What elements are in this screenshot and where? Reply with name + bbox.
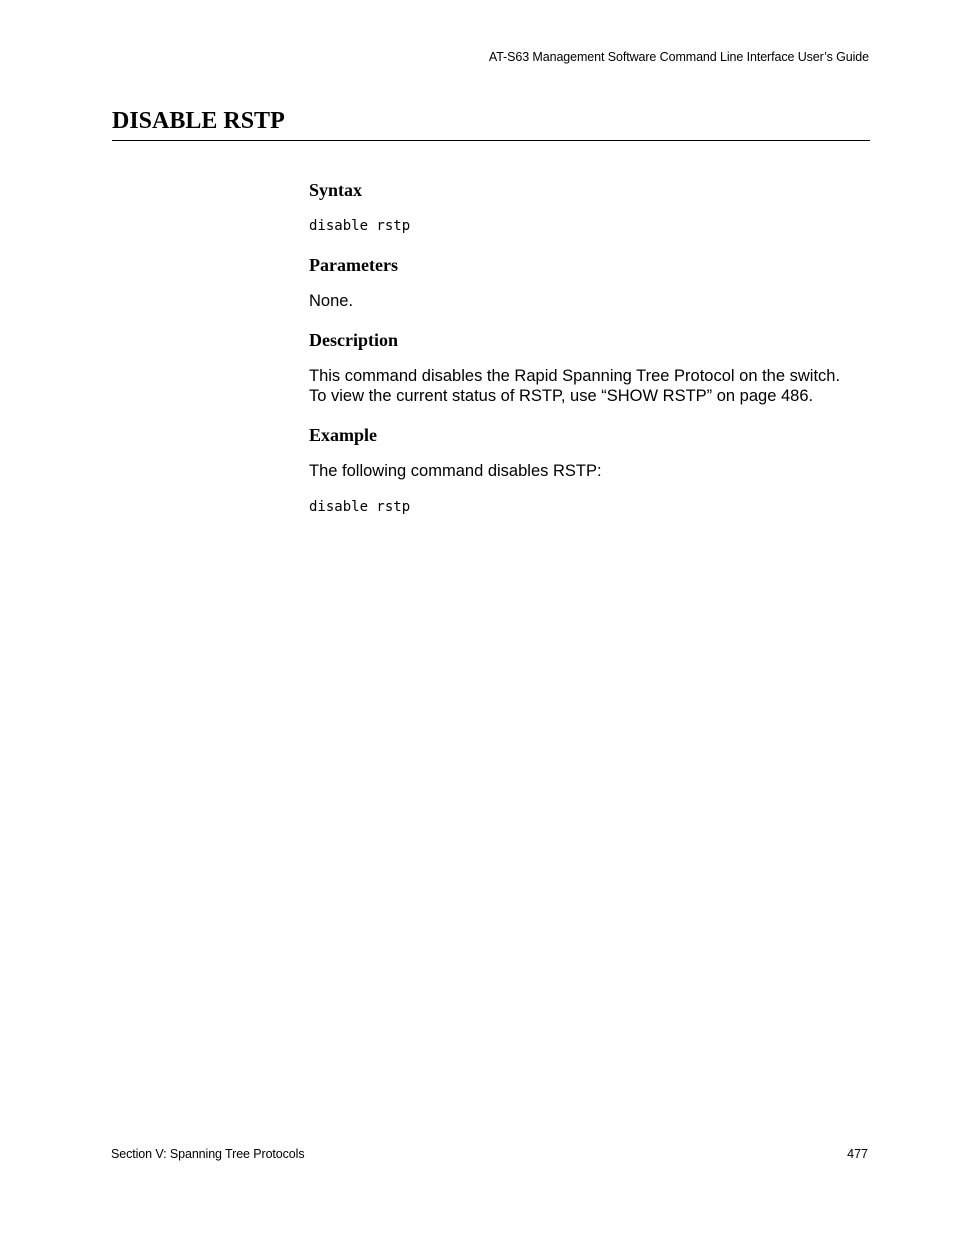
description-line-1: This command disables the Rapid Spanning Tree Protocol on the switch. xyxy=(309,367,841,385)
page-title: DISABLE RSTP xyxy=(112,108,285,134)
title-rule xyxy=(112,140,870,141)
syntax-code: disable rstp xyxy=(309,218,411,234)
parameters-heading: Parameters xyxy=(309,255,398,275)
footer-page-number: 477 xyxy=(847,1147,868,1161)
description-heading: Description xyxy=(309,330,398,350)
command-content xyxy=(309,178,869,517)
footer-section-label: Section V: Spanning Tree Protocols xyxy=(111,1147,305,1161)
example-code: disable rstp xyxy=(309,499,411,515)
running-header: AT-S63 Management Software Command Line Interface User’s Guide xyxy=(488,50,869,64)
example-heading: Example xyxy=(309,425,378,445)
syntax-heading: Syntax xyxy=(309,180,363,200)
description-line-2: To view the current status of RSTP, use “SHOW RSTP” on page 486. xyxy=(309,387,814,405)
parameters-text: None. xyxy=(309,292,354,310)
example-text: The following command disables RSTP: xyxy=(309,462,602,480)
